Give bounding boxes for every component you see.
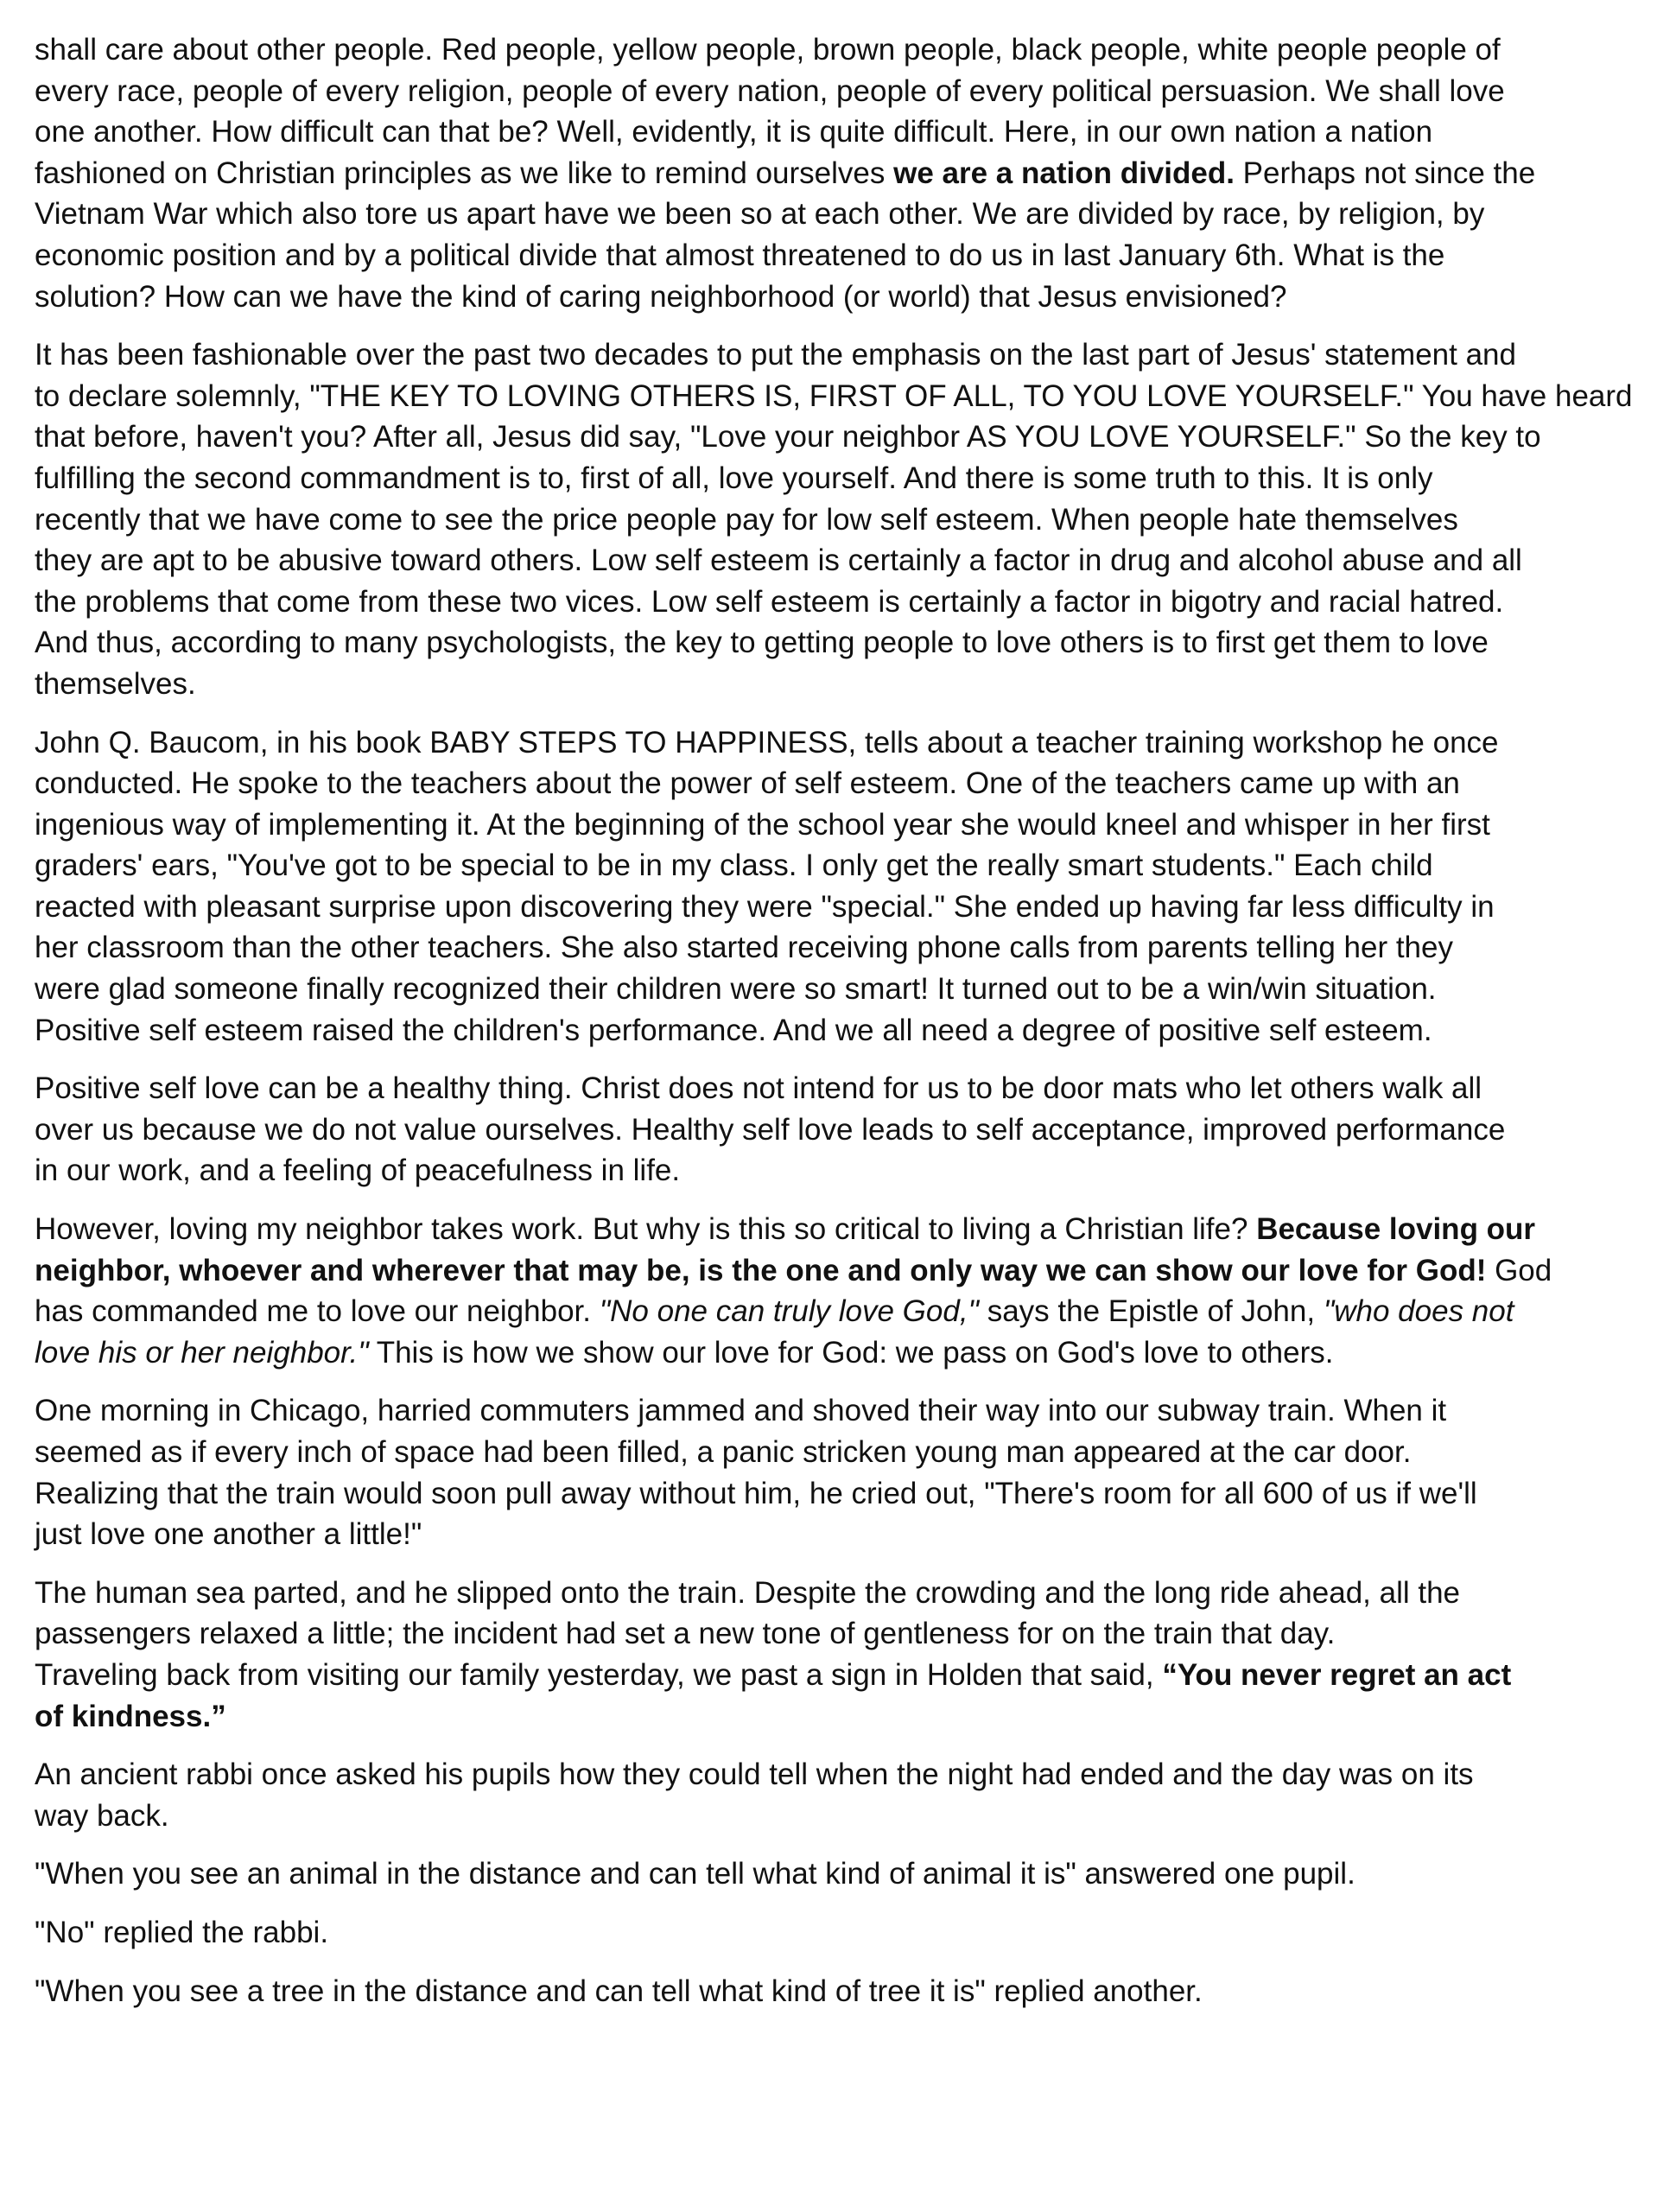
text-run: "No" replied the rabbi. [35,1915,329,1949]
text-line [35,1655,1581,1696]
paragraph [35,1971,1581,2012]
bold-text: we are a nation divided. [893,156,1235,190]
text-run: Positive self esteem raised the children's performance. And we all need a degree of positive self esteem. [35,1013,1432,1047]
text-line [35,1250,1581,1292]
paragraph [35,1390,1581,1554]
text-run: This is how we show our love for God: we pass on God's love to others. [368,1335,1334,1370]
text-run: that before, haven't you? After all, Jesus did say, "Love your neighbor AS YOU LOVE YOURSELF." So the key to [35,420,1541,454]
text-run: However, loving my neighbor takes work. But why is this so critical to living a Christian life? [35,1212,1257,1247]
text-line [35,969,1581,1010]
text-run: Vietnam War which also tore us apart have we been so at each other. We are divided by race, by religion, by [35,197,1485,232]
text-line [35,887,1581,928]
text-run: just love one another a little!" [35,1517,422,1552]
text-run: shall care about other people. Red people, yellow people, brown people, black people, white people people of [35,33,1501,67]
italic-text: "No one can truly love God," [599,1294,979,1329]
text-line [35,845,1581,887]
text-run: graders' ears, "You've got to be special to be in my class. I only get the really smart students." Each child [35,849,1433,883]
text-run: God [1486,1253,1552,1287]
text-line [35,1291,1581,1332]
text-run: were glad someone finally recognized their children were so smart! It turned out to be a win/win situation. [35,972,1437,1007]
text-line [35,71,1581,112]
text-line [35,499,1581,541]
text-line [35,1754,1581,1796]
bold-text: neighbor, whoever and wherever that may be, is the one and only way we can show our love for God! [35,1253,1487,1287]
text-run: The human sea parted, and he slipped onto the train. Despite the crowding and the long ride ahead, all the [35,1575,1461,1610]
text-run: passengers relaxed a little; the incident had set a new tone of gentleness for on the train that day. [35,1617,1336,1651]
text-line [35,334,1581,376]
italic-text: "who does not [1323,1294,1514,1329]
text-line [35,763,1581,804]
text-run: Realizing that the train would soon pull away without him, he cried out, "There's room for all 600 of us if we'll [35,1476,1477,1510]
paragraph [35,1912,1581,1954]
paragraph [35,722,1581,1052]
text-run: Positive self love can be a healthy thing. Christ does not intend for us to be door mats who let others walk all [35,1071,1482,1106]
text-run: recently that we have come to see the price people pay for low self esteem. When people hate themselves [35,502,1458,537]
text-run: economic position and by a political divide that almost threatened to do us in last January 6th. What is the [35,238,1445,272]
text-line [35,1514,1581,1555]
paragraph [35,1853,1581,1895]
text-line [35,540,1581,582]
text-line [35,194,1581,235]
text-run: way back. [35,1798,169,1833]
text-line [35,1613,1581,1655]
text-line [35,1473,1581,1515]
text-run: One morning in Chicago, harried commuters jammed and shoved their way into our subway train. When it [35,1394,1447,1428]
document-body [35,29,1633,2029]
text-run: ingenious way of implementing it. At the beginning of the school year she would kneel and whisper in her first [35,807,1490,842]
text-run: has commanded me to love our neighbor. [35,1294,600,1329]
text-line [35,804,1581,846]
text-line [35,416,1581,458]
text-line [35,582,1581,623]
text-run: solution? How can we have the kind of caring neighborhood (or world) that Jesus envisioned? [35,279,1287,314]
bold-text: “You never regret an act [1162,1657,1512,1692]
text-line [35,1010,1581,1052]
text-line [35,664,1581,705]
text-line [35,1068,1581,1109]
text-run: Perhaps not since the [1234,156,1536,190]
text-run: the problems that come from these two vices. Low self esteem is certainly a factor in bigotry and racial hatred. [35,584,1504,619]
italic-text: love his or her neighbor." [35,1335,369,1370]
text-run: It has been fashionable over the past two decades to put the emphasis on the last part of Jesus' statement and [35,338,1516,372]
text-line [35,29,1581,71]
text-line [35,1573,1581,1614]
text-line [35,1912,1581,1954]
text-line [35,1209,1581,1250]
text-line [35,1109,1581,1151]
text-run: says the Epistle of John, [978,1294,1324,1329]
text-line [35,153,1581,194]
text-line [35,376,1633,417]
text-line [35,722,1581,764]
bold-text: Because loving our [1256,1212,1536,1247]
text-line [35,927,1581,969]
paragraph [35,1068,1581,1192]
text-line [35,111,1581,153]
text-run: every race, people of every religion, people of every nation, people of every political persuasion. We shall love [35,73,1505,108]
text-run: "When you see a tree in the distance and can tell what kind of tree it is" replied another. [35,1974,1203,2008]
text-run: her classroom than the other teachers. She also started receiving phone calls from parents telling her they [35,931,1453,965]
paragraph [35,29,1581,317]
text-run: fulfilling the second commandment is to, first of all, love yourself. And there is some truth to this. It is only [35,461,1433,495]
text-run: conducted. He spoke to the teachers about the power of self esteem. One of the teachers came up with an [35,766,1460,801]
text-line [35,1853,1581,1895]
text-line [35,1332,1581,1374]
text-line [35,1796,1581,1837]
text-run: over us because we do not value ourselves. Healthy self love leads to self acceptance, improved performance [35,1112,1506,1147]
text-run: John Q. Baucom, in his book BABY STEPS TO HAPPINESS, tells about a teacher training workshop he once [35,725,1499,760]
text-line [35,458,1581,499]
text-run: one another. How difficult can that be? Well, evidently, it is quite difficult. Here, in our own nation a nation [35,115,1433,149]
paragraph [35,1573,1581,1737]
text-run: An ancient rabbi once asked his pupils how they could tell when the night had ended and the day was on its [35,1758,1474,1792]
text-run: fashioned on Christian principles as we like to remind ourselves [35,156,894,190]
paragraph [35,334,1633,704]
text-run: reacted with pleasant surprise upon discovering they were "special." She ended up having far less difficulty in [35,889,1495,924]
text-line [35,622,1581,664]
text-line [35,1390,1581,1432]
text-run: "When you see an animal in the distance and can tell what kind of animal it is" answered one pupil. [35,1857,1355,1891]
text-run: Traveling back from visiting our family yesterday, we past a sign in Holden that said, [35,1657,1163,1692]
bold-text: of kindness.” [35,1699,226,1733]
paragraph [35,1209,1581,1373]
text-run: And thus, according to many psychologists, the key to getting people to love others is to first get them to love [35,626,1489,660]
text-line [35,1150,1581,1192]
text-line [35,1971,1581,2012]
text-line [35,1696,1581,1738]
text-run: in our work, and a feeling of peacefulness in life. [35,1154,681,1188]
text-run: they are apt to be abusive toward others. Low self esteem is certainly a factor in drug and alcohol abuse and all [35,543,1522,578]
text-run: themselves. [35,666,196,701]
text-line [35,1432,1581,1473]
text-line [35,235,1581,276]
text-run: to declare solemnly, "THE KEY TO LOVING OTHERS IS, FIRST OF ALL, TO YOU LOVE YOURSELF." You have heard [35,378,1633,413]
paragraph [35,1754,1581,1836]
text-run: seemed as if every inch of space had been filled, a panic stricken young man appeared at the car door. [35,1435,1412,1469]
text-line [35,276,1581,318]
